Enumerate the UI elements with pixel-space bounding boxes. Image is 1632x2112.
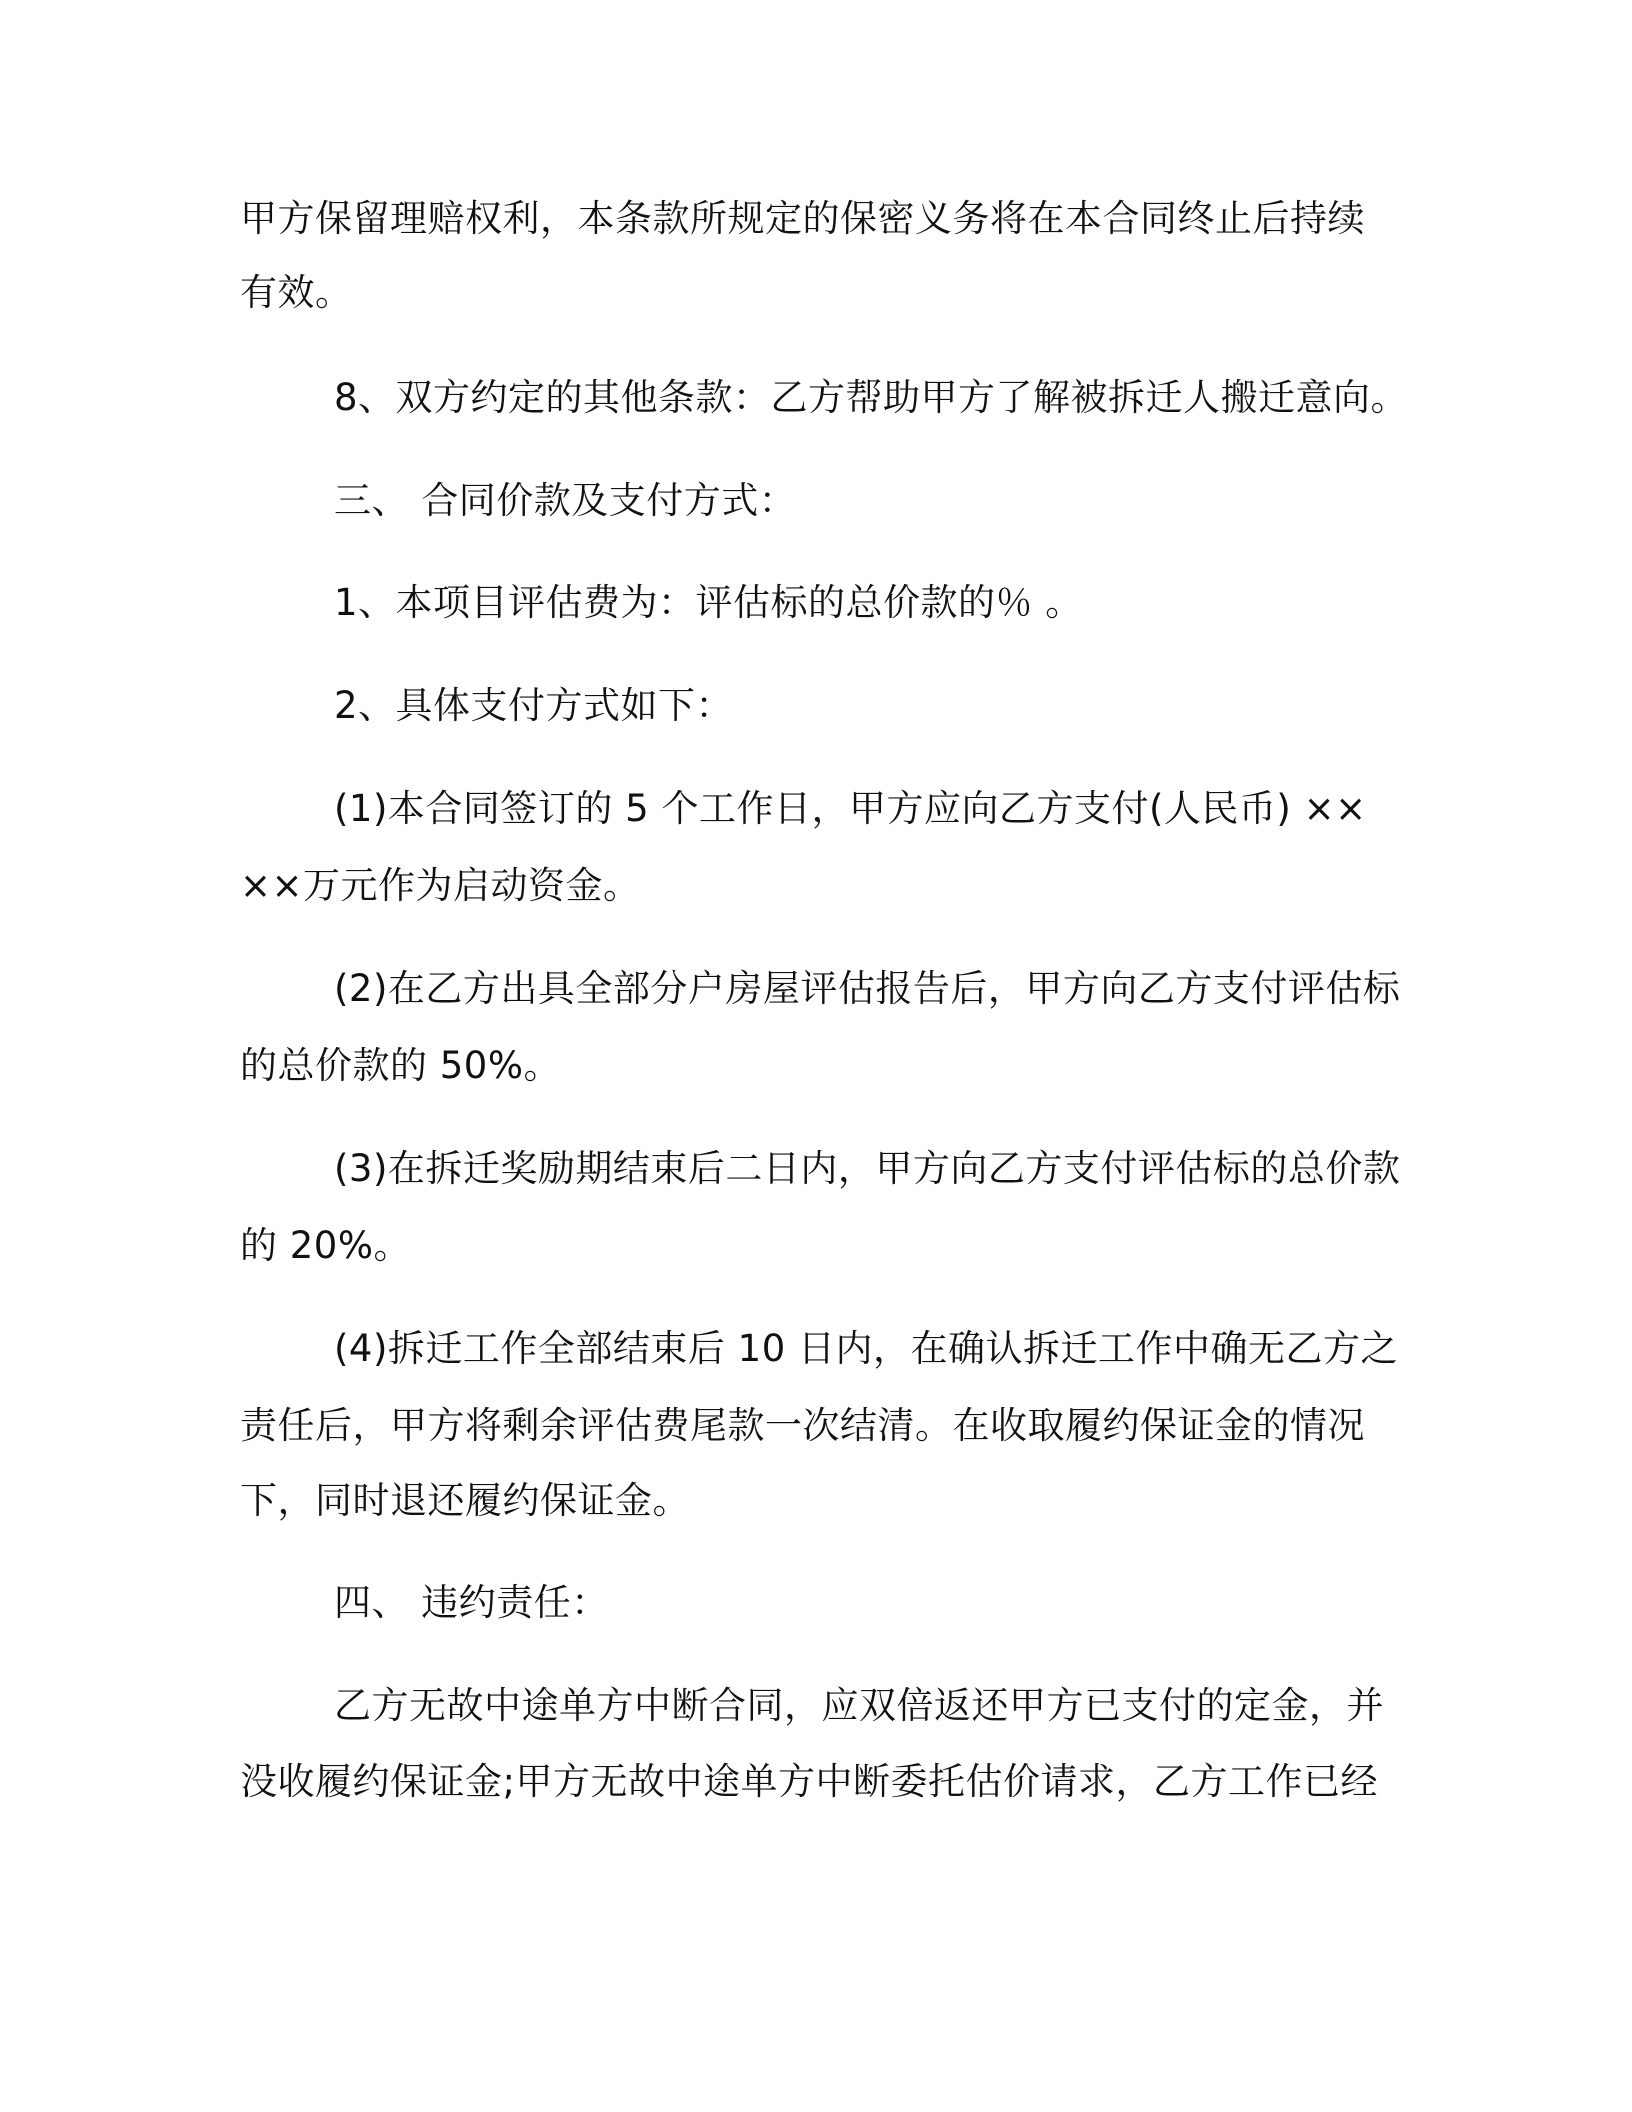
breach-paragraph: 乙方无故中途单方中断合同，应双倍返还甲方已支付的定金，并 xyxy=(334,1684,1384,1727)
clause-8: 8、双方约定的其他条款：乙方帮助甲方了解被拆迁人搬迁意向。 xyxy=(334,376,1409,419)
clause-2: 2、具体支付方式如下： xyxy=(334,684,734,727)
payment-item-1: (1)本合同签订的 5 个工作日，甲方应向乙方支付(人民币) ×× xyxy=(334,787,1367,830)
paragraph-line: 没收履约保证金;甲方无故中途单方中断委托估价请求，乙方工作已经 xyxy=(240,1760,1378,1803)
payment-item-3: (3)在拆迁奖励期结束后二日内，甲方向乙方支付评估标的总价款 xyxy=(334,1147,1401,1190)
paragraph-line: 有效。 xyxy=(240,271,353,314)
paragraph-line: 下，同时退还履约保证金。 xyxy=(240,1479,690,1522)
paragraph-line: 的总价款的 50%。 xyxy=(240,1044,561,1087)
paragraph-line: 责任后，甲方将剩余评估费尾款一次结清。在收取履约保证金的情况 xyxy=(240,1404,1365,1447)
payment-item-2: (2)在乙方出具全部分户房屋评估报告后，甲方向乙方支付评估标 xyxy=(334,967,1401,1010)
paragraph-line: 甲方保留理赔权利，本条款所规定的保密义务将在本合同终止后持续 xyxy=(240,197,1365,240)
section-heading-4: 四、 违约责任： xyxy=(334,1581,609,1624)
paragraph-line: 的 20%。 xyxy=(240,1224,411,1267)
section-heading-3: 三、 合同价款及支付方式： xyxy=(334,479,797,522)
paragraph-line: ××万元作为启动资金。 xyxy=(240,864,641,907)
clause-1: 1、本项目评估费为：评估标的总价款的％ 。 xyxy=(334,581,1083,624)
payment-item-4: (4)拆迁工作全部结束后 10 日内，在确认拆迁工作中确无乙方之 xyxy=(334,1327,1399,1370)
